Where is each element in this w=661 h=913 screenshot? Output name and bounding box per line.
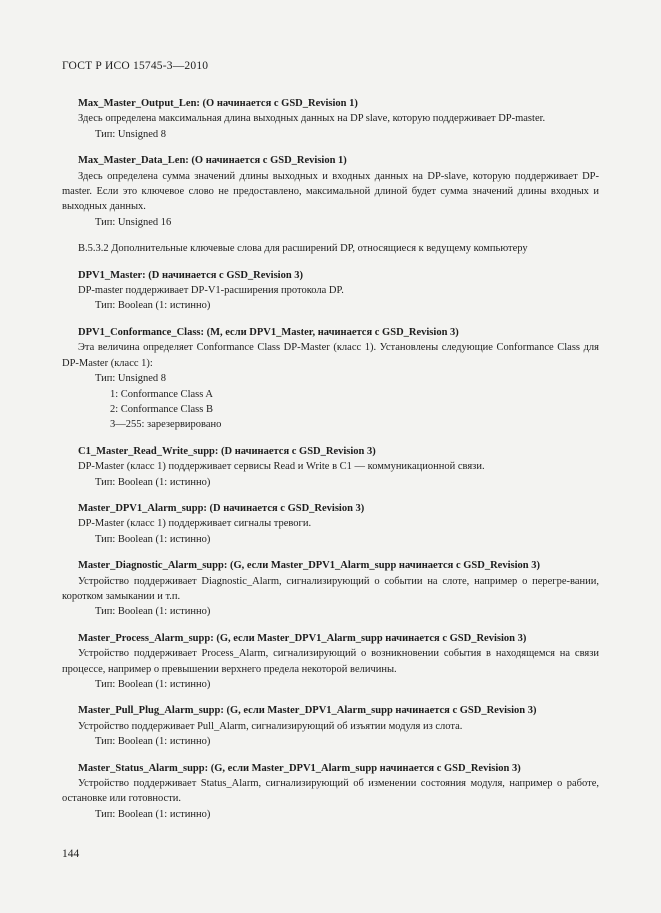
keyword-entry (62, 703, 599, 749)
keyword-entry (62, 761, 599, 823)
keyword-entry (62, 325, 599, 433)
keyword-title: Max_Master_Data_Len: (O начинается с GSD_Revision 1) (78, 155, 347, 167)
keyword-title: Master_Process_Alarm_supp: (G, если Master_DPV1_Alarm_supp начинается с GSD_Revision 3) (78, 632, 527, 644)
keyword-entry (62, 96, 599, 142)
keyword-entry (62, 444, 599, 490)
page-content (62, 96, 599, 833)
keyword-entry (62, 268, 599, 314)
keyword-type: Тип: Boolean (1: истинно) (95, 679, 211, 690)
keyword-description: Здесь определена максимальная длина выходных данных на DP slave, которую поддерживает DP-master. (78, 113, 546, 125)
page-number: 144 (62, 848, 80, 860)
keyword-type: Тип: Unsigned 16 (95, 216, 172, 228)
keyword-type: Тип: Boolean (1: истинно) (95, 736, 211, 748)
keyword-entry (62, 558, 599, 620)
keyword-description: DP-master поддерживает DP-V1-расширения протокола DP. (78, 285, 344, 297)
keyword-entry (62, 501, 599, 547)
keyword-title: Master_Status_Alarm_supp: (G, если Master_DPV1_Alarm_supp начинается с GSD_Revision 3) (78, 762, 521, 774)
keyword-type: Тип: Unsigned 8 (95, 373, 167, 385)
keyword-title: C1_Master_Read_Write_supp: (D начинается с GSD_Revision 3) (78, 445, 376, 457)
keyword-description: Эта величина определяет Conformance Class DP-Master (класс 1). Установлены следующие Conformance Class для DP-Master (класс 1): (62, 342, 599, 369)
keyword-title: Master_Diagnostic_Alarm_supp: (G, если Master_DPV1_Alarm_supp начинается с GSD_Revision 3) (78, 560, 540, 572)
keyword-description: Устройство поддерживает Pull_Alarm, сигнализирующий об изъятии модуля из слота. (78, 720, 463, 732)
keyword-title: DPV1_Conformance_Class: (M, если DPV1_Master, начинается с GSD_Revision 3) (78, 326, 459, 338)
keyword-title: Master_DPV1_Alarm_supp: (D начинается с GSD_Revision 3) (78, 502, 365, 514)
list-item: 3—255: зарезервировано (110, 419, 222, 431)
keyword-title: DPV1_Master: (D начинается с GSD_Revision 3) (78, 269, 304, 281)
keyword-description: Устройство поддерживает Status_Alarm, сигнализирующий об изменении состояния модуля, например о работе, остановке или готовности. (62, 778, 599, 805)
keyword-description: Устройство поддерживает Process_Alarm, сигнализирующий о возникновении события в находящемся на связи процессе, например о превышении верхнего предела некоторой величины. (62, 648, 599, 675)
keyword-type: Тип: Boolean (1: истинно) (95, 476, 211, 488)
keyword-type: Тип: Boolean (1: истинно) (95, 300, 211, 312)
keyword-title: Master_Pull_Plug_Alarm_supp: (G, если Master_DPV1_Alarm_supp начинается с GSD_Revision 3) (78, 705, 537, 717)
keyword-title: Max_Master_Output_Len: (O начинается с GSD_Revision 1) (78, 98, 358, 109)
keyword-description: DP-Master (класс 1) поддерживает сервисы Read и Write в C1 — коммуникационной связи. (78, 461, 485, 473)
keyword-type: Тип: Unsigned 8 (95, 128, 167, 140)
keyword-description: Устройство поддерживает Diagnostic_Alarm, сигнализирующий о событии на слоте, например о перегре-вании, коротком замыкании и т.п. (62, 575, 599, 602)
document-header: ГОСТ Р ИСО 15745-3—2010 (62, 60, 209, 72)
keyword-type: Тип: Boolean (1: истинно) (95, 533, 211, 545)
list-item: 2: Conformance Class B (110, 403, 213, 415)
keyword-type: Тип: Boolean (1: истинно) (95, 808, 211, 820)
keyword-entry (62, 153, 599, 230)
list-item: 1: Conformance Class A (110, 388, 213, 400)
keyword-description: Здесь определена сумма значений длины выходных и входных данных на DP-slave, которую поддерживает DP-master. Если это ключевое слово не предоставлено, максимальной длиной будет сумма значений длины входных и выходных данных. (62, 170, 599, 213)
keyword-entry (62, 631, 599, 693)
keyword-type: Тип: Boolean (1: истинно) (95, 606, 211, 618)
keyword-description: DP-Master (класс 1) поддерживает сигналы тревоги. (78, 518, 312, 530)
section-heading: B.5.3.2 Дополнительные ключевые слова для расширений DP, относящиеся к ведущему компьютеру (78, 243, 528, 255)
